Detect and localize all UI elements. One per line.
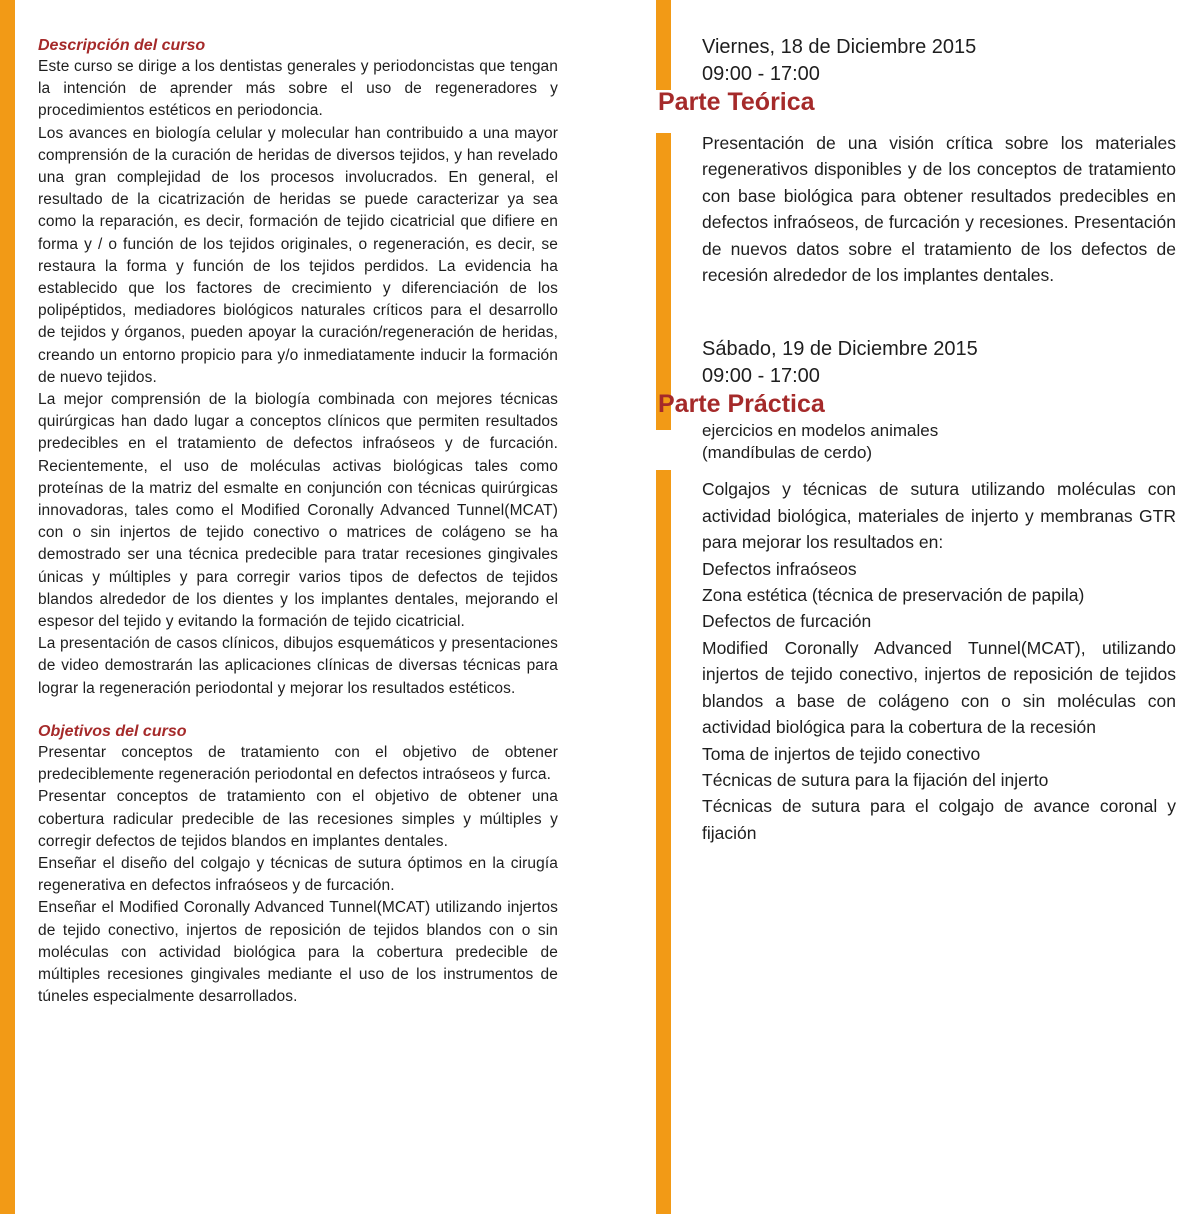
teorica-date: Viernes, 18 de Diciembre 2015: [702, 36, 977, 58]
descripcion-paragraph: La mejor comprensión de la biología combinada con mejores técnicas quirúrgicas han dado lugar a conceptos clínicos que permiten resultados predecibles en el tratamiento de defectos infraóseos y de furcación. Recientemente, el uso de moléculas activas biológicas tales como proteínas de la matriz del esmalte en conjunción con técnicas quirúrgicas innovadoras, tales como el Modified Coronally Advanced Tunnel(MCAT) con o sin injertos de tejido conectivo o matrices de colágeno se ha demostrado ser una técnica predecible para tratar recesiones gingivales únicas y múltiples y para corregir varios tipos de defectos de tejidos blandos alrededor de los dientes y los implantes dentales, mejorando el espesor del tejido y evitando la formación de tejido cicatricial.: [38, 391, 558, 631]
practica-item: Toma de injertos de tejido conectivo: [702, 743, 981, 764]
right-column: [658, 34, 1176, 846]
teorica-title: Parte Teórica: [658, 88, 815, 116]
practica-title: Parte Práctica: [658, 390, 825, 419]
objetivos-heading: Objetivos del curso: [38, 722, 187, 740]
practica-item: Zona estética (técnica de preservación de papila): [702, 585, 1085, 606]
objetivos-paragraph: Enseñar el Modified Coronally Advanced Tunnel(MCAT) utilizando injertos de tejido conectivo, injertos de reposición de tejidos blandos con o sin moléculas con actividad biológica para la cobertura predecible de múltiples recesiones gingivales mediante el uso de los instrumentos de túneles especialmente desarrollados.: [38, 899, 558, 1006]
descripcion-paragraph: La presentación de casos clínicos, dibujos esquemáticos y presentaciones de video demostrarán las aplicaciones clínicas de diversas técnicas para lograr la regeneración periodontal y mejorar los resultados estéticos.: [38, 635, 558, 697]
teorica-text: Presentación de una visión crítica sobre los materiales regenerativos disponibles y de los conceptos de tratamiento con base biológica para obtener resultados predecibles en defectos infraóseos, de furcación y recesiones. Presentación de nuevos datos sobre el tratamiento de los defectos de recesión alrededor de los implantes dentales.: [702, 133, 1176, 286]
practica-item: Defectos infraóseos: [702, 558, 857, 579]
practica-subtitle: (mandíbulas de cerdo): [702, 443, 873, 463]
teorica-time: 09:00 - 17:00: [702, 63, 820, 85]
objetivos-paragraph: Presentar conceptos de tratamiento con el objetivo de obtener una cobertura radicular predecible de las recesiones simples y múltiples y corregir defectos de tejidos blandos en implantes dentales.: [38, 788, 558, 850]
practica-item: Modified Coronally Advanced Tunnel(MCAT), utilizando injertos de tejido conectivo, injertos de reposición de tejidos blandos a base de colágeno con o sin moléculas con actividad biológica para la cobertura de la recesión: [702, 637, 1176, 738]
practica-intro: Colgajos y técnicas de sutura utilizando moléculas con actividad biológica, materiales de injerto y membranas GTR para mejorar los resultados en:: [702, 479, 1176, 553]
descripcion-heading: Descripción del curso: [38, 37, 206, 54]
descripcion-paragraph: Este curso se dirige a los dentistas generales y periodoncistas que tengan la intención de aprender más sobre el uso de regeneradores y procedimientos estéticos en periodoncia.: [38, 58, 558, 120]
practica-subtitle: ejercicios en modelos animales: [702, 421, 939, 441]
objetivos-paragraph: Presentar conceptos de tratamiento con el objetivo de obtener predeciblemente regeneración periodontal en defectos intraóseos y furca.: [38, 743, 558, 784]
left-accent-bar: [0, 0, 15, 1214]
practica-item: Defectos de furcación: [702, 611, 872, 632]
practica-item: Técnicas de sutura para el colgajo de avance coronal y fijación: [702, 796, 1176, 843]
descripcion-paragraph: Los avances en biología celular y molecular han contribuido a una mayor comprensión de la curación de heridas de diversos tejidos, y han revelado una gran complejidad de los procesos involucrados. En general, el resultado de la cicatrización de heridas se puede caracterizar ya sea como la reparación, es decir, formación de tejido cicatricial que difiere en forma y / o función de los tejidos originales, o regeneración, es decir, se restaura la forma y función de los tejidos perdidos. La evidencia ha establecido que los factores de crecimiento y diferenciación de los polipéptidos, mediadores biológicos naturales críticos para el desarrollo de tejidos y órganos, pueden apoyar la curación/regeneración de heridas, creando un entorno propicio para y/o inmediatamente inducir la formación de nuevo tejidos.: [38, 124, 558, 386]
objetivos-paragraph: Enseñar el diseño del colgajo y técnicas de sutura óptimos en la cirugía regenerativa en defectos infraóseos y de furcación.: [38, 854, 558, 895]
practica-date: Sábado, 19 de Diciembre 2015: [702, 338, 978, 361]
practica-item: Técnicas de sutura para la fijación del injerto: [702, 769, 1049, 790]
practica-time: 09:00 - 17:00: [702, 365, 820, 388]
left-column: [38, 36, 558, 1008]
